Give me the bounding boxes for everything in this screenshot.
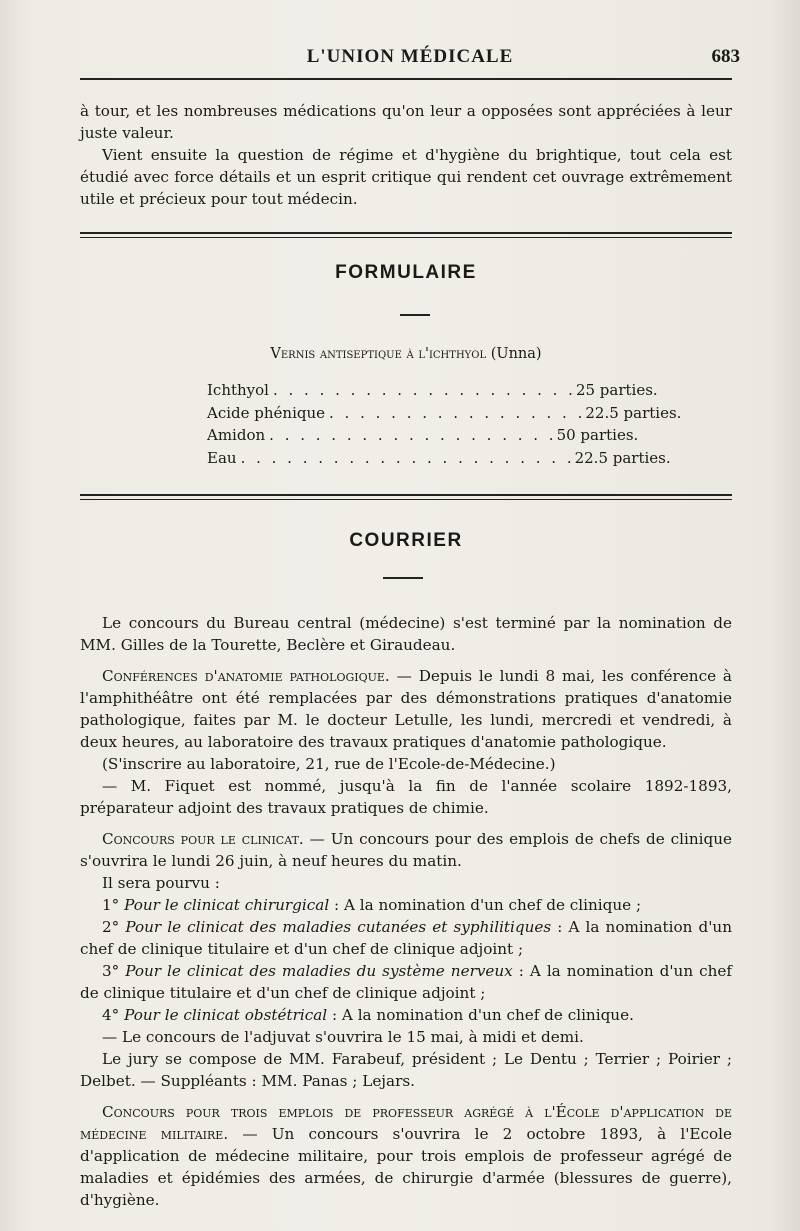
courrier-note: (S'inscrire au laboratoire, 21, rue de l'Ecole-de-Médecine.) (102, 755, 556, 773)
ingredient-quantity: 25 parties. (575, 381, 658, 399)
courrier-paragraph: Le jury se compose de MM. Farabeuf, président ; Le Dentu ; Terrier ; Poirier ; Delbet. — Suppléants : MM. Panas ; Lejars. (80, 1050, 732, 1090)
courrier-paragraph: — Le concours de l'adjuvat s'ouvrira le 15 mai, à midi et demi. (102, 1028, 584, 1046)
clinicat-item: 2° Pour le clinicat des maladies cutanées et syphilitiques : A la nomination d'un chef de clinique titulaire et d'un chef de clinique adjoint ; (80, 918, 732, 958)
page-number: 683 (711, 46, 740, 67)
item-heading: Concours pour trois emplois de professeur agrégé à l'École d'application de médecine militaire. (80, 1103, 732, 1143)
ingredient-name: Amidon (207, 426, 266, 444)
leader-dots: . . . . . . . . . . . . . . . . . . . . (272, 381, 576, 399)
clinicat-item: 3° Pour le clinicat des maladies du système nerveux : A la nomination d'un chef de clinique titulaire et d'un chef de clinique adjoint ; (80, 962, 732, 1002)
courrier-paragraph: — M. Fiquet est nommé, jusqu'à la fin de l'année scolaire 1892-1893, préparateur adjoint des travaux pratiques de chimie. (80, 777, 732, 817)
formulaire-heading: FORMULAIRE (335, 262, 477, 283)
ingredient-quantity: 22.5 parties. (585, 403, 682, 422)
ingredient-row (207, 402, 682, 425)
courrier-body (80, 612, 732, 1211)
item-heading: Concours pour le clinicat. (102, 830, 304, 848)
formulaire-underline (400, 314, 430, 316)
ingredient-name: Ichthyol (207, 381, 269, 399)
leader-dots: . . . . . . . . . . . . . . . . . . . . . . (240, 448, 575, 467)
leader-dots: . . . . . . . . . . . . . . . . . . . (269, 426, 557, 444)
ingredient-list (207, 379, 682, 469)
ingredient-name: Eau (207, 448, 237, 467)
ingredient-quantity: 22.5 parties. (574, 448, 671, 467)
recipe-name: Vernis antiseptique à l'ichthyol (270, 346, 487, 362)
clinicat-item: 1° Pour le clinicat chirurgical : A la nomination d'un chef de clinique ; (102, 896, 642, 914)
leader-dots: . . . . . . . . . . . . . . . . . (329, 403, 586, 422)
courrier-paragraph: Concours pour le clinicat. — Un concours pour des emplois de chefs de clinique s'ouvrira le lundi 26 juin, à neuf heures du matin. (80, 830, 732, 870)
header-rule (80, 78, 732, 80)
intro-paragraph-2: Vient ensuite la question de régime et d'hygiène du brightique, tout cela est étudié avec force détails et un esprit critique qui rendent cet ouvrage extrêmement utile et précieux pour tout médecin. (80, 146, 732, 208)
intro-text (80, 100, 732, 210)
courrier-heading: COURRIER (349, 530, 463, 551)
recipe-author: (Unna) (490, 346, 542, 362)
recipe-title (80, 346, 732, 362)
ingredient-quantity: 50 parties. (556, 426, 639, 444)
courrier-paragraph: Concours pour trois emplois de professeur agrégé à l'École d'application de médecine militaire. — Un concours s'ouvrira le 2 octobre 1893, à l'Ecole d'application de médecine militaire, pour trois emplois de professeur agrégé de maladies et épidémies des armées, de chirurgie d'armée (blessures de guerre), d'hygiène. (80, 1103, 732, 1209)
ingredient-name: Acide phénique (207, 403, 326, 422)
section-divider-2 (80, 494, 732, 496)
running-head (80, 46, 740, 76)
courrier-underline (383, 577, 423, 579)
section-divider-1 (80, 232, 732, 234)
ingredient-row (207, 424, 639, 447)
journal-title: L'UNION MÉDICALE (306, 46, 514, 67)
courrier-paragraph: Conférences d'anatomie pathologique. — Depuis le lundi 8 mai, les conférence à l'amphithéâtre ont été remplacées par des démonstrations pratiques d'anatomie pathologique, faites par M. le docteur Letulle, les lundi, mercredi et vendredi, à deux heures, au laboratoire des travaux pratiques d'anatomie pathologique. (80, 667, 732, 751)
courrier-paragraph: Le concours du Bureau central (médecine) s'est terminé par la nomination de MM. Gilles de la Tourette, Beclère et Giraudeau. (80, 614, 732, 654)
intro-paragraph-1: à tour, et les nombreuses médications qu'on leur a opposées sont appréciées à leur juste valeur. (80, 102, 732, 142)
clinicat-item: 4° Pour le clinicat obstétrical : A la nomination d'un chef de clinique. (102, 1006, 634, 1024)
item-heading: Conférences d'anatomie pathologique. (102, 667, 390, 685)
ingredient-row (207, 379, 658, 402)
courrier-line: Il sera pourvu : (102, 874, 220, 892)
ingredient-row (207, 447, 671, 470)
